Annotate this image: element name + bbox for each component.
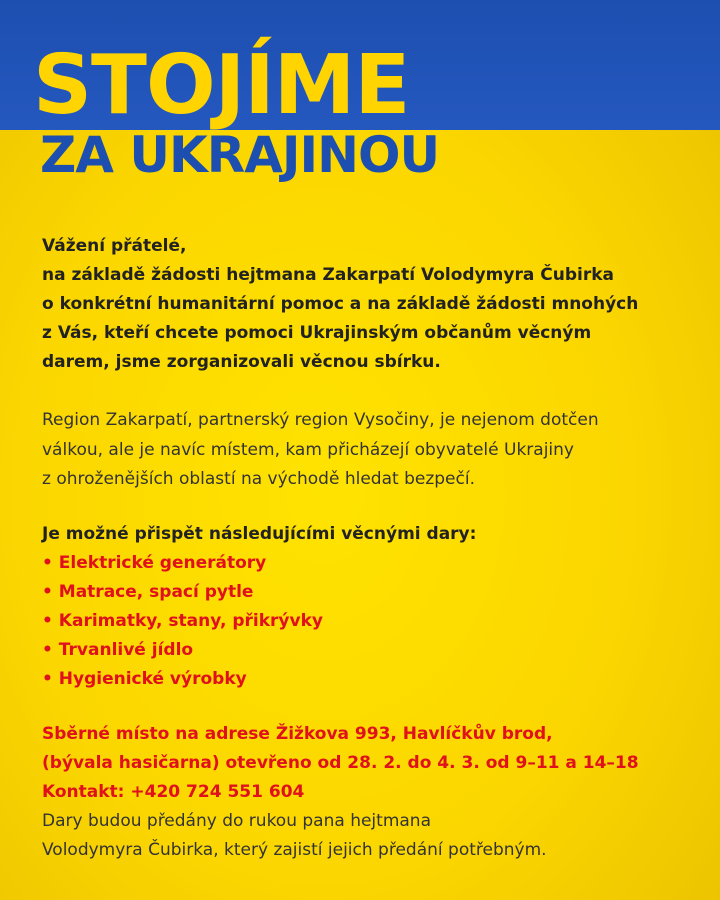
bullet-icon: • xyxy=(42,552,53,573)
bullet-icon: • xyxy=(42,610,53,631)
donations-heading: Je možné přispět následujícími věcnými dary: xyxy=(42,523,477,544)
spacer xyxy=(42,495,702,520)
donation-item xyxy=(42,665,702,694)
headline-za-ukrajinou: ZA UKRAJINOU xyxy=(40,126,440,184)
donations-section xyxy=(42,520,702,694)
region-line: válkou, ale je navíc místem, kam přicházejí obyvatelé Ukrajiny xyxy=(42,439,574,460)
spacer xyxy=(42,377,702,406)
region-line: z ohroženějších oblastí na východě hledat bezpečí. xyxy=(42,469,475,489)
donation-item xyxy=(42,607,702,636)
collection-hours-line: (bývala hasičarna) otevřeno od 28. 2. do 4. 3. od 9–11 a 14–18 xyxy=(42,752,639,773)
donation-item xyxy=(42,636,702,665)
closing-paragraph xyxy=(42,807,702,866)
intro-line: na základě žádosti hejtmana Zakarpatí Volodymyra Čubirka xyxy=(42,265,614,285)
donation-item-label: Matrace, spací pytle xyxy=(58,581,254,602)
collection-info xyxy=(42,720,702,807)
bullet-icon: • xyxy=(42,581,53,602)
headline-stojime: STOJÍME xyxy=(33,38,410,133)
donation-item xyxy=(42,549,702,578)
bullet-icon: • xyxy=(42,668,53,689)
region-line: Region Zakarpatí, partnerský region Vysočiny, je nejenom dotčen xyxy=(42,410,599,430)
intro-paragraph xyxy=(42,232,702,377)
intro-line: z Vás, kteří chcete pomoci Ukrajinským občanům věcným xyxy=(42,323,592,343)
region-paragraph xyxy=(42,406,702,495)
closing-line: Dary budou předány do rukou pana hejtmana xyxy=(42,810,431,831)
collection-address-line: Sběrné místo na adrese Žižkova 993, Havlíčkův brod, xyxy=(42,723,553,744)
bullet-icon: • xyxy=(42,639,53,660)
donation-item xyxy=(42,578,702,607)
closing-line: Volodymyra Čubirka, který zajistí jejich předání potřebným. xyxy=(42,840,547,860)
intro-line: o konkrétní humanitární pomoc a na základě žádosti mnohých xyxy=(42,294,639,314)
donation-item-label: Hygienické výrobky xyxy=(58,668,247,689)
intro-line: Vážení přátelé, xyxy=(42,236,187,256)
donation-item-label: Karimatky, stany, přikrývky xyxy=(58,610,323,631)
donation-item-label: Elektrické generátory xyxy=(58,552,267,573)
spacer xyxy=(42,694,702,720)
contact-phone-line: Kontakt: +420 724 551 604 xyxy=(42,781,305,802)
poster-body xyxy=(42,232,702,866)
donation-item-label: Trvanlivé jídlo xyxy=(58,639,194,660)
intro-line: darem, jsme zorganizovali věcnou sbírku. xyxy=(42,352,441,372)
